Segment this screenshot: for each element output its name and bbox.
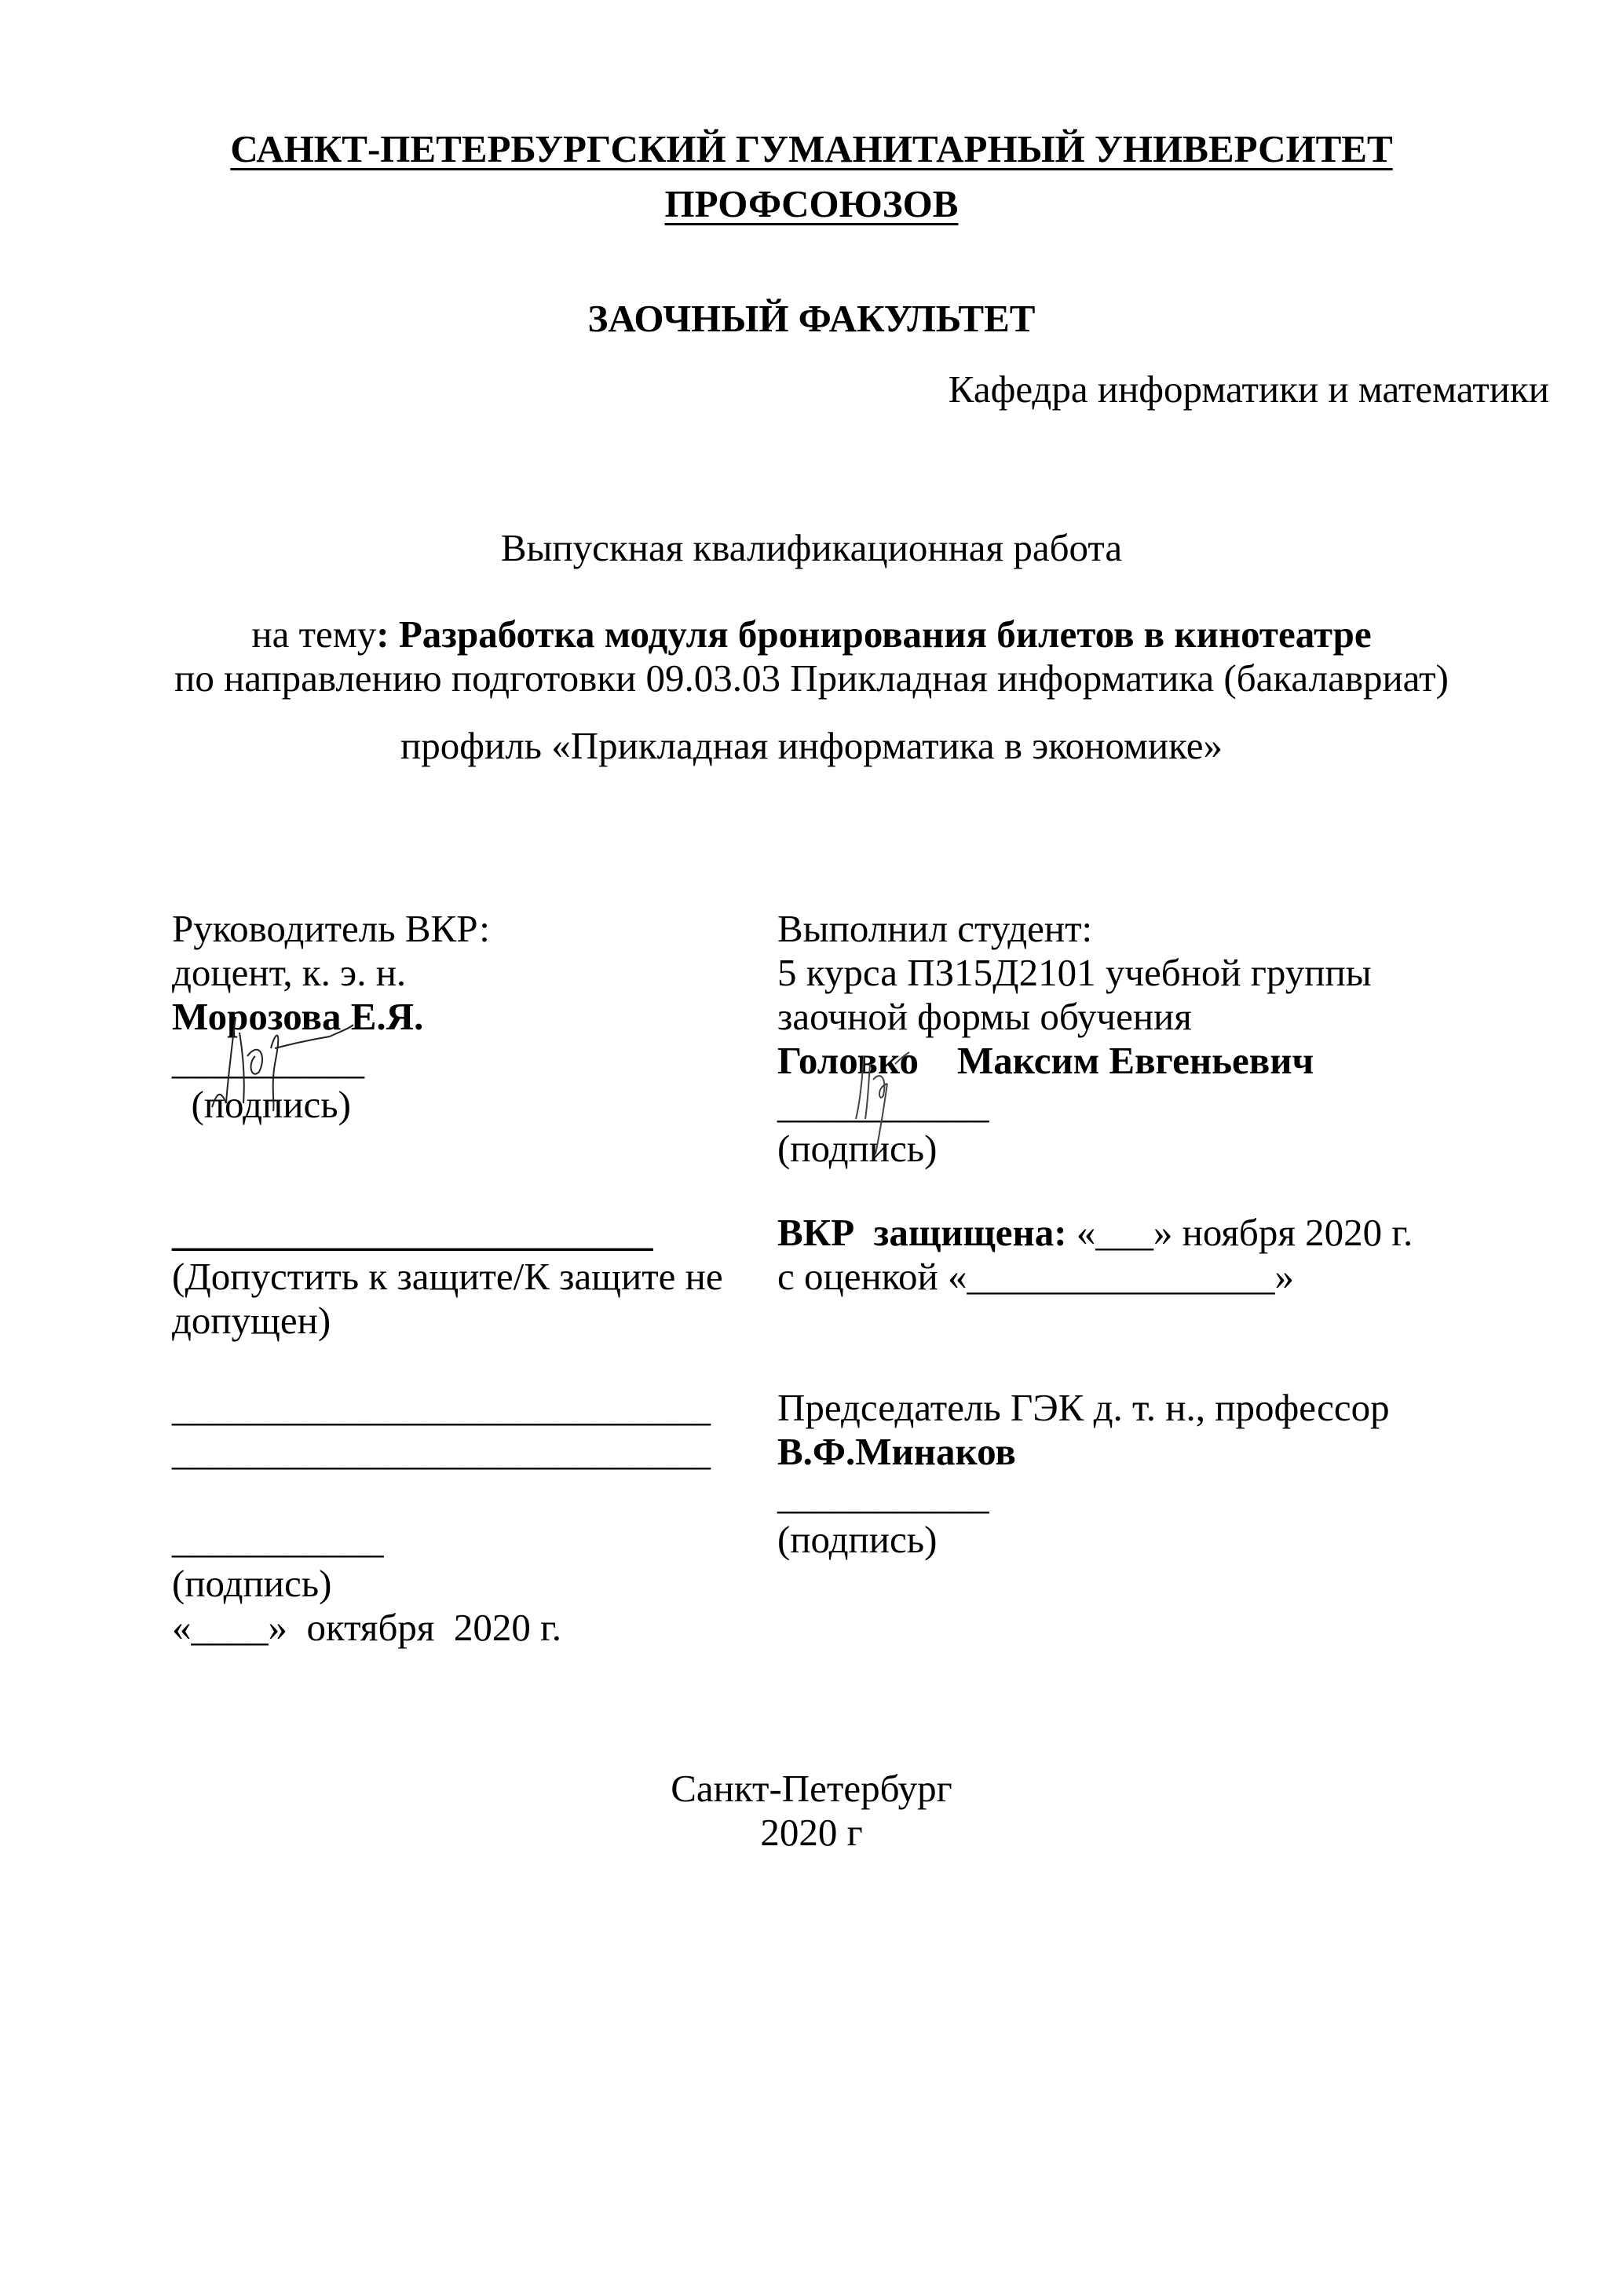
department-name: Кафедра информатики и математики	[948, 367, 1549, 411]
study-direction: по направлению подготовки 09.03.03 Прикладная информатика (бакалавриат)	[174, 656, 1449, 700]
student-group: 5 курса ПЗ15Д2101 учебной группы	[777, 951, 1372, 994]
student-study-form: заочной формы обучения	[777, 995, 1192, 1038]
commission-chair: Председатель ГЭК д. т. н., профессор	[777, 1386, 1390, 1429]
supervisor-label: Руководитель ВКР:	[172, 907, 490, 950]
student-sign-caption: (подпись)	[777, 1127, 938, 1170]
supervisor-sign-caption: (подпись)	[172, 1083, 351, 1126]
blank-line-1: ____________________________	[172, 1386, 711, 1429]
supervisor-signature	[173, 1001, 361, 1119]
admission-date: «____» октября 2020 г.	[172, 1606, 562, 1649]
work-type: Выпускная квалификационная работа	[500, 526, 1123, 569]
city: Санкт-Петербург	[671, 1767, 952, 1810]
admission-sign-line: ___________	[172, 1518, 384, 1561]
year: 2020 г	[760, 1811, 863, 1854]
admission-line: _________________________	[172, 1211, 653, 1254]
supervisor-name: Морозова Е.Я.	[172, 995, 424, 1038]
admission-caption-1: (Допустить к защите/К защите не	[172, 1255, 723, 1298]
blank-line-2: ____________________________	[172, 1430, 711, 1473]
student-name: Головко Максим Евгеньевич	[777, 1039, 1314, 1082]
commission-sign-caption: (подпись)	[777, 1518, 938, 1561]
student-sign-line: ___________	[777, 1083, 989, 1126]
student-signature	[824, 1040, 950, 1158]
university-title-line1: САНКТ-ПЕТЕРБУРГСКИЙ ГУМАНИТАРНЫЙ УНИВЕРСИТЕТ	[230, 127, 1393, 170]
defense-result	[777, 1211, 1413, 1255]
study-profile: профиль «Прикладная информатика в экономике»	[400, 724, 1223, 767]
defense-grade: с оценкой «________________»	[777, 1255, 1294, 1298]
commission-sign-line: ___________	[777, 1474, 989, 1517]
defense-date: «___» ноября 2020 г.	[1066, 1211, 1413, 1254]
student-label: Выполнил студент:	[777, 907, 1093, 950]
admission-sign-caption: (подпись)	[172, 1562, 332, 1605]
topic-prefix: на тему	[251, 612, 377, 656]
defense-label: ВКР защищена:	[777, 1211, 1067, 1254]
work-topic	[0, 612, 1623, 656]
topic-title: : Разработка модуля бронирования билетов в кинотеатре	[376, 612, 1372, 656]
admission-caption-2: допущен)	[172, 1299, 331, 1342]
commission-chair-name: В.Ф.Минаков	[777, 1430, 1016, 1473]
supervisor-sign-line: __________	[172, 1039, 364, 1082]
university-title-line2: ПРОФСОЮЗОВ	[664, 182, 959, 225]
faculty-title: ЗАОЧНЫЙ ФАКУЛЬТЕТ	[587, 297, 1036, 340]
supervisor-title: доцент, к. э. н.	[172, 951, 407, 994]
